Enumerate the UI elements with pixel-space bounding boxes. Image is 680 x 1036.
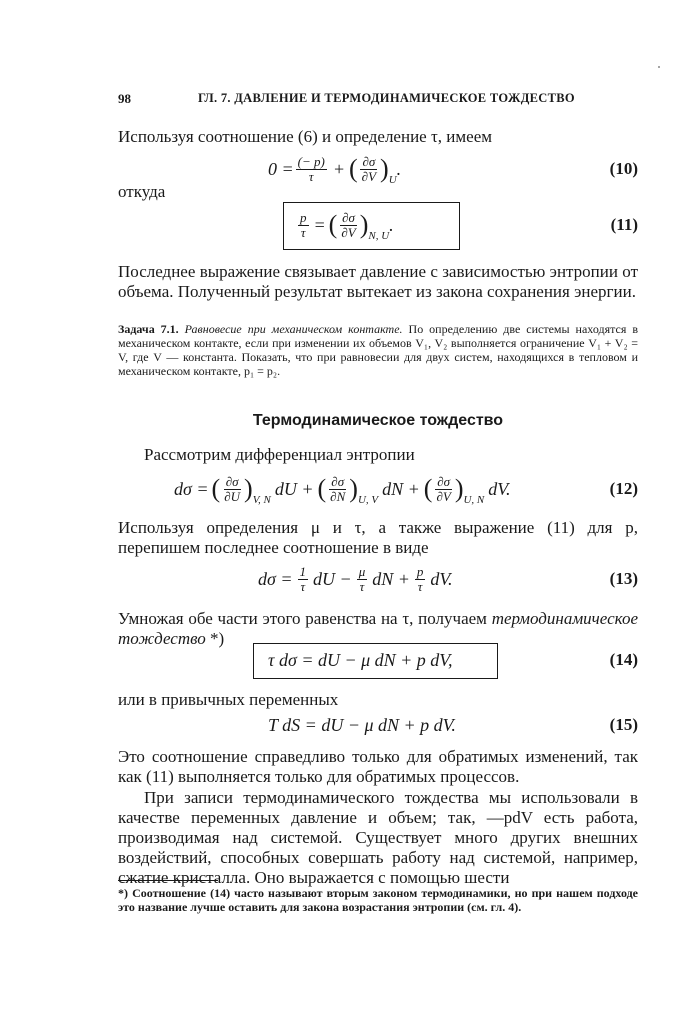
footnote: *) Соотношение (14) часто называют вторым законом термодинамики, но при нашем подходе это название лучше оставить для закона возрастания энтропии (см. гл. 4).	[118, 886, 638, 914]
eq11-p-over-tau: $\frac{p}{\tau}$	[300, 209, 307, 240]
running-title: ГЛ. 7. ДАВЛЕНИЕ И ТЕРМОДИНАМИЧЕСКОЕ ТОЖДЕСТВО	[198, 91, 575, 105]
equation-12: dσ = ( $\frac{\partial\sigma}{\partial U}$ ) $_{V, N}$ dU + ( $\frac{\partial\sigma}{\partial N}$ ) $_{U, V}$ dN + ( $\frac{\partial\sigma}{\partial V}$ ) $_{U, N}$ dV. (12)	[118, 466, 638, 512]
equation-11: $\frac{p}{\tau}$ = ( $\frac{\partial\sigma}{\partial V}$ ) $_{N, U}$ . (11)	[118, 202, 638, 248]
paragraph-work: При записи термодинамического тождества мы использовали в качестве переменных давление и объем; так, —pdV есть работа, производимая над системой. Существует много других внешних воздействий, способных совершать работу над системой, например, сжатие кристалла. Оно выражается с помощью шести	[118, 788, 638, 887]
eq10-fraction: $\frac{(- p)}{\tau}$	[297, 153, 325, 184]
eq12-term2: $\frac{\partial\sigma}{\partial N}$	[330, 473, 346, 504]
eq10-number: (10)	[609, 159, 638, 178]
paragraph-reversible: Это соотношение справедливо только для обратимых изменений, так как (11) выполняется только для обратимых процессов.	[118, 747, 638, 786]
page-header	[118, 91, 638, 107]
paragraph-differential: Рассмотрим дифференциал энтропии	[144, 445, 415, 464]
equation-15: T dS = dU − μ dN + p dV. (15)	[118, 702, 638, 748]
eq15-number: (15)	[609, 715, 638, 734]
footnote-rule	[118, 880, 218, 881]
eq12-term1: $\frac{\partial\sigma}{\partial U}$	[224, 473, 241, 504]
section-title: Термодинамическое тождество	[252, 412, 504, 429]
word-otkuda: откуда	[118, 182, 166, 201]
eq10-subscript: U	[388, 174, 397, 186]
equation-13: dσ = $\frac{1}{\tau}$ dU − $\frac{\mu}{\tau}$ dN + $\frac{p}{\tau}$ dV. (13)	[118, 556, 638, 602]
task-7-1	[118, 322, 638, 378]
eq10-lhs: 0 =	[268, 158, 294, 179]
page-number: 98	[118, 91, 131, 106]
eq13-number: (13)	[609, 569, 638, 588]
task-title: Равновесие при механическом контакте.	[184, 322, 403, 336]
eq11-derivative: $\frac{\partial\sigma}{\partial V}$	[341, 209, 356, 240]
scan-speck	[658, 66, 660, 68]
equation-10: 0 = $\frac{(- p)}{\tau}$ + ( $\frac{\partial\sigma}{\partial V}$ ) $_U$ . (10)	[118, 146, 638, 192]
eq12-number: (12)	[609, 479, 638, 498]
eq10-derivative: $\frac{\partial\sigma}{\partial V}$	[361, 153, 377, 184]
eq10-plus: +	[332, 158, 345, 179]
task-text: По определению две системы находятся в механическом контакте, если при изменении их объемов V₁, V₂ выполняется ограничение V₁ + V₂ = V, где V — константа. Показать, что при равновесии для двух систем, находящихся в тепловом и механическом контакте, p₁ = p₂.	[118, 322, 639, 378]
paragraph-intro: Используя соотношение (6) и определение τ, имеем	[118, 127, 492, 146]
eq12-term3: $\frac{\partial\sigma}{\partial V}$	[436, 473, 451, 504]
task-label: Задача 7.1.	[118, 322, 179, 336]
paragraph-usual-variables: или в привычных переменных	[118, 690, 339, 709]
paragraph-definitions: Используя определения μ и τ, а также выражение (11) для p, перепишем последнее соотношение в виде	[118, 518, 638, 557]
equation-14: τ dσ = dU − μ dN + p dV, (14)	[118, 637, 638, 683]
paragraph-pressure: Последнее выражение связывает давление с зависимостью энтропии от объема. Полученный результат вытекает из закона сохранения энергии.	[118, 262, 638, 301]
eq11-subscript: N, U	[368, 230, 390, 242]
eq11-number: (11)	[610, 215, 638, 234]
term-thermodynamic-identity: термодинамическое тождество	[118, 609, 638, 648]
paragraph-multiply: Умножая обе части этого равенства на τ, получаем термодинамическое тождество *)	[118, 609, 638, 648]
eq14-number: (14)	[609, 650, 638, 669]
